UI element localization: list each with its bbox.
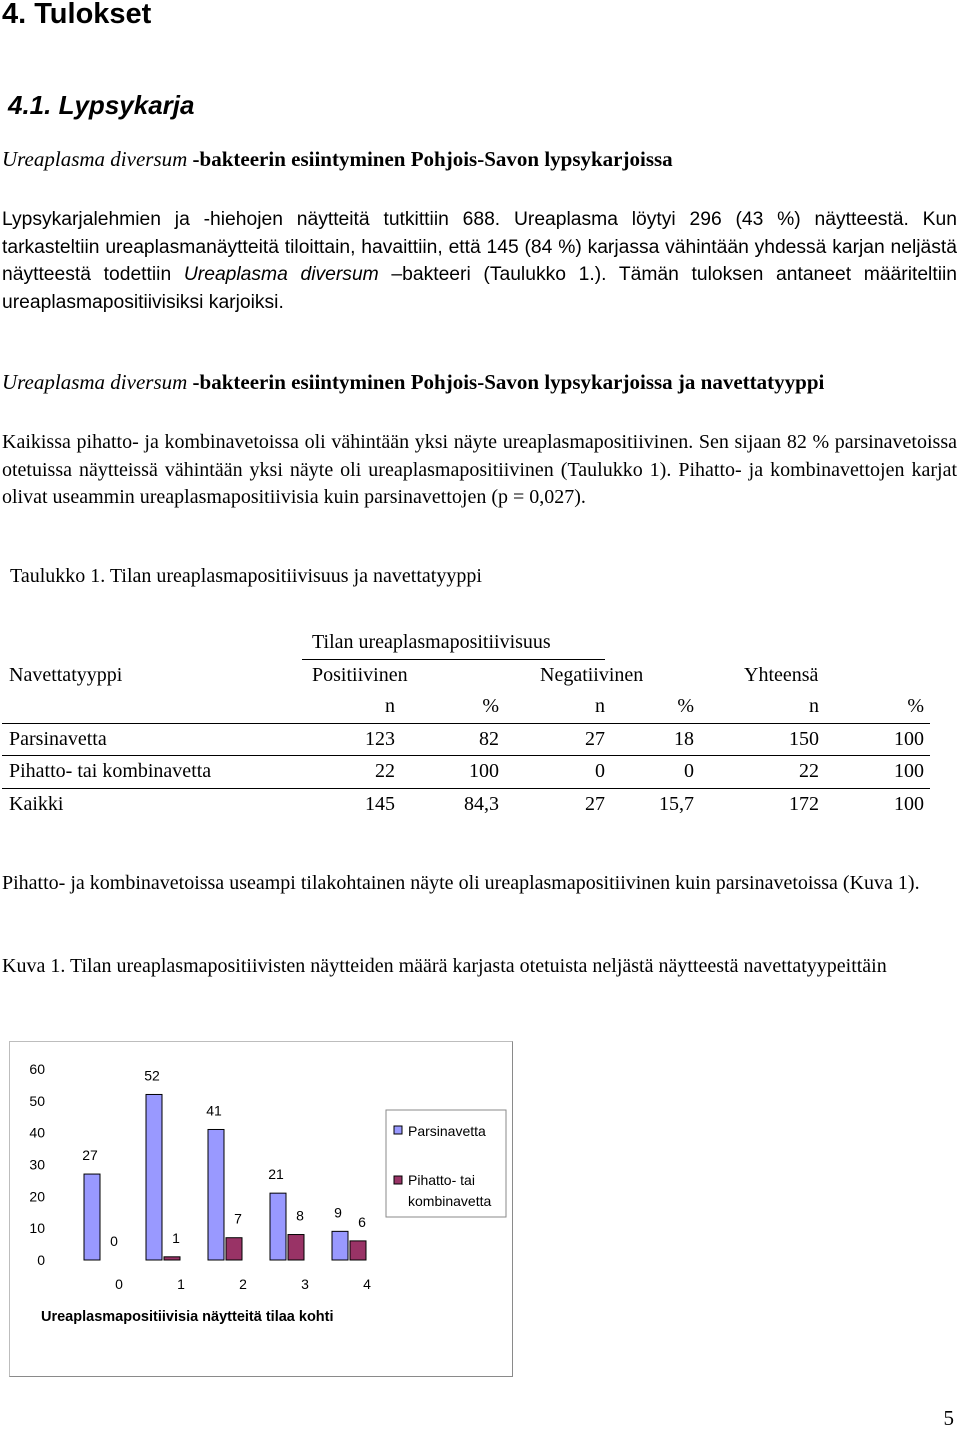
table-cell: 145 [365,792,395,815]
y-tick-label: 40 [29,1124,45,1141]
table-cell: 172 [789,792,819,815]
data-label: 9 [334,1204,342,1221]
row-label: Parsinavetta [2,723,302,756]
table-cell: 0 [505,756,605,789]
table-cell: 150 [700,723,825,756]
table-cell: 100 [825,723,930,756]
table-cell: 82 [395,723,505,756]
bar-parsinavetta [84,1174,100,1260]
table-subheader-row [2,691,930,723]
legend-label-pihatto-kombinavetta: Pihatto- tai kombinavetta [408,1172,492,1209]
table-cell: 27 [585,792,605,815]
table-row [2,723,930,756]
bar-parsinavetta [270,1193,286,1260]
subsection-title-1-rest: -bakteerin esiintyminen Pohjois-Savon lypsykarjoissa [187,147,673,171]
page-number: 5 [943,1406,954,1430]
paragraph-3: Pihatto- ja kombinavetoissa useampi tilakohtainen näyte oli ureaplasmapositiivinen kuin parsinavetoissa (Kuva 1). [2,872,920,894]
subheader-cell: n [700,691,825,723]
bar-parsinavetta [146,1094,162,1260]
subheader-cell: n [302,691,395,723]
col-group-positive: Positiivinen [312,663,408,686]
bar-pihatto-kombinavetta [288,1235,304,1260]
subheader-cell: % [395,691,505,723]
table-cell: 84,3 [464,792,499,815]
table-cell: 22 [700,756,825,789]
section-heading: 4.1. Lypsykarja [8,90,195,120]
table-cell: 18 [605,723,700,756]
table-group-header-row [2,627,930,659]
table-cell: 100 [825,756,930,789]
table-cell: 27 [505,723,605,756]
x-tick-label: 3 [301,1276,309,1292]
y-tick-label: 60 [29,1061,45,1077]
legend-label-parsinavetta: Parsinavetta [408,1123,486,1139]
data-label: 8 [296,1207,304,1224]
bar-chart [10,1042,512,1376]
figure-caption: Kuva 1. Tilan ureaplasmapositiivisten näytteiden määrä karjasta otetuista neljästä näytteestä navettatyypeittäin [2,955,887,977]
bar-parsinavetta [332,1231,348,1260]
y-tick-label: 20 [29,1188,45,1205]
group-header: Tilan ureaplasmapositiivisuus [302,627,605,659]
legend-swatch [394,1176,402,1184]
y-tick-label: 0 [37,1252,45,1268]
x-tick-label: 1 [177,1276,185,1292]
species-name-inline: Ureaplasma diversum [183,264,379,285]
row-label: Kaikki [9,792,64,815]
legend-swatch [394,1126,402,1134]
table-cell: 22 [302,756,395,789]
bar-pihatto-kombinavetta [350,1241,366,1260]
data-label: 1 [172,1229,180,1246]
col-group-negative: Negatiivinen [540,663,644,686]
subheader-cell: % [825,691,930,723]
table-cell: 100 [395,756,505,789]
row-label: Pihatto- tai kombinavetta [2,756,302,789]
x-tick-label: 2 [239,1276,247,1292]
y-tick-label: 10 [29,1220,45,1237]
table-cell: 100 [894,792,924,815]
table-caption: Taulukko 1. Tilan ureaplasmapositiivisuus ja navettatyyppi [10,565,482,587]
y-tick-label: 30 [29,1156,45,1173]
data-label: 0 [110,1233,118,1249]
subheader-cell: % [605,691,700,723]
y-tick-label: 50 [29,1092,45,1109]
data-label: 52 [144,1067,160,1084]
subsection-title-2 [2,370,824,395]
subheader-cell: n [505,691,605,723]
species-name: Ureaplasma diversum [2,370,188,394]
paragraph-2: Kaikissa pihatto- ja kombinavetoissa oli vähintään yksi näyte ureaplasmapositiivinen. Sen sijaan 82 % parsinavetoissa otetuissa näytteissä vähintään yksi näyte oli ureaplasmapositiivinen (Taulukko 1). Pihatto- ja kombinavettojen karjat olivat useammin ureaplasmapositiivisia kuin parsinavettojen (p = 0,027). [2,431,957,508]
table-row [2,756,930,789]
table-cell: 123 [302,723,395,756]
paragraph-1: Lypsykarjalehmien ja -hiehojen näytteitä tutkittiin 688. Ureaplasma löytyi 296 (43 %) näytteestä. Kun tarkasteltiin ureaplasmanäytteitä tiloittain, havaittiin, että 145 (84 %) karjassa vähintään yhdessä karjan neljästä näytteestä todettiin Ureaplasma diversum –bakteeri (Taulukko 1.). Tämän tuloksen antaneet määriteltiin ureaplasmapositiivisiksi karjoiksi. [2,209,957,313]
x-tick-label: 4 [363,1276,371,1292]
table-cell: 0 [605,756,700,789]
data-label: 21 [268,1166,284,1183]
data-label: 6 [358,1213,366,1230]
chart-frame [9,1041,513,1377]
x-tick-label: 0 [115,1276,123,1292]
results-table [2,627,930,820]
data-label: 7 [234,1210,242,1227]
bar-pihatto-kombinavetta [164,1257,180,1260]
x-axis-title: Ureaplasmapositiivisia näytteitä tilaa kohti [41,1309,334,1325]
data-label: 41 [206,1102,222,1119]
subsection-title-1 [2,147,673,172]
chapter-heading: 4. Tulokset [2,0,152,30]
bar-parsinavetta [208,1129,224,1260]
row-header: Navettatyyppi [9,663,123,686]
bar-pihatto-kombinavetta [226,1238,242,1260]
species-name: Ureaplasma diversum [2,147,188,171]
table-column-header-row [2,659,930,691]
subsection-title-2-rest: -bakteerin esiintyminen Pohjois-Savon lypsykarjoissa ja navettatyyppi [187,370,825,394]
table-row [2,788,930,820]
data-label: 27 [82,1147,98,1164]
table-cell: 15,7 [659,792,694,815]
col-group-total: Yhteensä [744,663,819,686]
